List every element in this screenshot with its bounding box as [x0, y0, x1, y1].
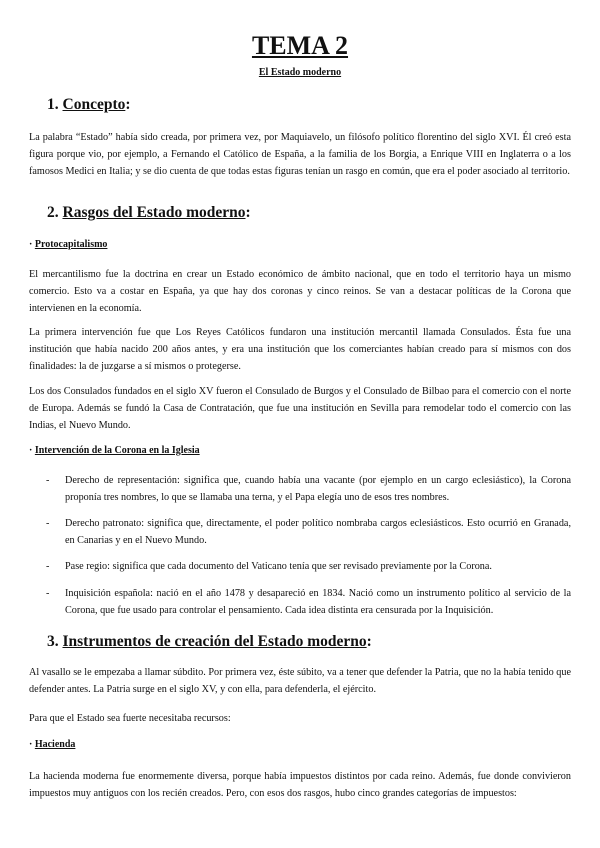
- subsection-corona-iglesia: [29, 445, 200, 456]
- section-2-colon: :: [245, 204, 251, 221]
- section-1-title: Concepto: [62, 96, 126, 113]
- section-3-number: 3.: [47, 633, 59, 650]
- document-subtitle: El Estado moderno: [258, 67, 342, 78]
- paragraph-mercantilismo: El mercantilismo fue la doctrina en crear un Estado económico de ámbito nacional, que en todo el territorio haya un mismo comercio. Esto va a costar en España, ya que hay dos coronas y cinco reinos. Se van a destacar políticas de la Corona que intervienen en la economía.: [29, 269, 571, 314]
- section-3-title: Instrumentos de creación del Estado moderno: [62, 633, 367, 650]
- bullet-marker: -: [46, 561, 50, 572]
- section-2-heading: [47, 204, 251, 222]
- bullet-derecho-patronato: Derecho patronato: significa que, directamente, el poder político nombraba cargos eclesiásticos. Esto ocurrió en Granada, en Canarias y en el Nuevo Mundo.: [65, 518, 571, 546]
- paragraph-consulados: La primera intervención fue que Los Reyes Católicos fundaron una institución mercantil llamada Consulados. Ésta fue una institución que había nacido 200 años antes, y era una institución que los comerciantes habían creado para sí mismos con dos finalidades: la de juzgarse a sí mismos o protegerse.: [29, 327, 571, 372]
- section-2-title: Rasgos del Estado moderno: [62, 204, 246, 221]
- paragraph-recursos: Para que el Estado sea fuerte necesitaba recursos:: [29, 713, 231, 724]
- document-title: TEMA 2: [251, 31, 349, 60]
- bullet-inquisicion: Inquisición española: nació en el año 1478 y desapareció en 1834. Nació como un instrumento político al servicio de la Corona, que fue usado para controlar el pensamiento. Cada idea distinta era censurada por la Inquisición.: [65, 588, 571, 616]
- bullet-marker: -: [46, 588, 50, 599]
- section-1-heading: [47, 96, 131, 114]
- section-1-colon: :: [125, 96, 131, 113]
- bullet-pase-regio: Pase regio: significa que cada documento del Vaticano tenía que ser revisado previamente por la Corona.: [65, 561, 492, 572]
- section-1-number: 1.: [47, 96, 59, 113]
- section-3-heading: [47, 633, 372, 651]
- subsection-marker: ·: [29, 239, 33, 250]
- bullet-derecho-representacion: Derecho de representación: significa que, cuando había una vacante (por ejemplo en un cargo eclesiástico), la Corona proponía tres nombres, lo que se llamaba una terna, y el Papa elegía uno de esos tres nombres.: [65, 475, 571, 503]
- paragraph-subdito: Al vasallo se le empezaba a llamar súbdito. Por primera vez, éste súbito, va a tener que defender la Patria, que no la había tenido que defender antes. La Patria surge en el siglo XV, y con ella, para defenderla, el ejército.: [29, 667, 571, 695]
- paragraph-burgos-bilbao: Los dos Consulados fundados en el siglo XV fueron el Consulado de Burgos y el Consulado de Bilbao para el comercio con el norte de Europa. Además se fundó la Casa de Contratación, que fue una institución en Sevilla para remodelar todo el comercio con las Indias, el Nuevo Mundo.: [29, 386, 571, 431]
- subsection-hacienda: [29, 739, 75, 750]
- subsection-label: Protocapitalismo: [34, 239, 108, 250]
- section-2-number: 2.: [47, 204, 59, 221]
- subsection-label: Intervención de la Corona en la Iglesia: [34, 445, 200, 456]
- subsection-protocapitalismo: [29, 239, 107, 250]
- section-1-paragraph: La palabra “Estado” había sido creada, por primera vez, por Maquiavelo, un filósofo político florentino del siglo XVI. Él creó esta figura porque vio, por ejemplo, a Fernando el Católico de España, a la familia de los Borgia, a Enrique VIII en Inglaterra o a los famosos Medici en Italia; y se dio cuenta de que todas estas figuras tenían un rasgo en común, que era el poder asociado al territorio.: [29, 132, 571, 177]
- bullet-marker: -: [46, 475, 50, 486]
- paragraph-hacienda: La hacienda moderna fue enormemente diversa, porque había impuestos distintos por cada reino. Además, fue donde convivieron impuestos muy antiguos con los recién creados. Pero, con esos dos rasgos, hubo cinco grandes categorías de impuestos:: [29, 771, 571, 799]
- subsection-marker: ·: [29, 445, 33, 456]
- subsection-label: Hacienda: [34, 739, 76, 750]
- bullet-marker: -: [46, 518, 50, 529]
- section-3-colon: :: [366, 633, 372, 650]
- subsection-marker: ·: [29, 739, 33, 750]
